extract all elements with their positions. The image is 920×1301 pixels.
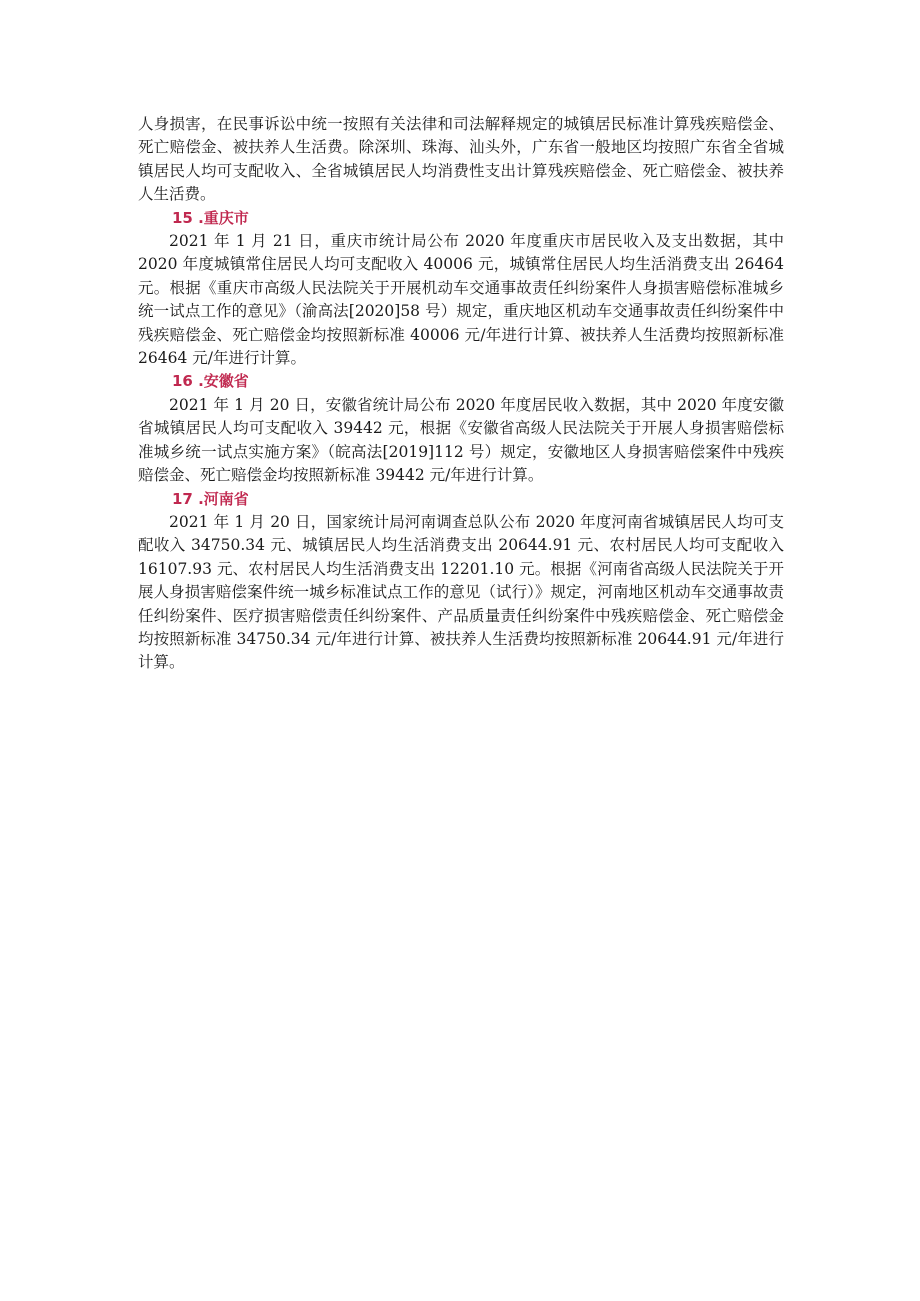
section-heading: 17 .河南省 bbox=[172, 489, 249, 508]
document-page bbox=[138, 113, 784, 675]
section-heading: 15 .重庆市 bbox=[172, 208, 249, 227]
section-henan bbox=[138, 488, 784, 675]
section-body: 2021 年 1 月 21 日，重庆市统计局公布 2020 年度重庆市居民收入及支出数据，其中 2020 年度城镇常住居民人均可支配收入 40006 元，城镇常住居民人均生活消费支出 26464 元。根据《重庆市高级人民法院关于开展机动车交通事故责任纠纷案件人身损害赔偿标准城乡统一试点工作的意见》（渝高法[2020]58 号）规定，重庆地区机动车交通事故责任纠纷案件中残疾赔偿金、死亡赔偿金均按照新标准 40006 元/年进行计算、被扶养人生活费均按照新标准 26464 元/年进行计算。 bbox=[138, 232, 784, 368]
section-chongqing bbox=[138, 207, 784, 371]
section-body: 2021 年 1 月 20 日，国家统计局河南调查总队公布 2020 年度河南省城镇居民人均可支配收入 34750.34 元、城镇居民人均生活消费支出 20644.91 元、农村居民人均可支配收入 16107.93 元、农村居民人均生活消费支出 12201.10 元。根据《河南省高级人民法院关于开展人身损害赔偿案件统一城乡标准试点工作的意见（试行）》规定，河南地区机动车交通事故责任纠纷案件、医疗损害赔偿责任纠纷案件、产品质量责任纠纷案件中残疾赔偿金、死亡赔偿金均按照新标准 34750.34 元/年进行计算、被扶养人生活费均按照新标准 20644.91 元/年进行计算。 bbox=[138, 512, 784, 672]
section-body: 2021 年 1 月 20 日，安徽省统计局公布 2020 年度居民收入数据，其中 2020 年度安徽省城镇居民人均可支配收入 39442 元，根据《安徽省高级人民法院关于开展人身损害赔偿标准城乡统一试点实施方案》（皖高法[2019]112 号）规定，安徽地区人身损害赔偿案件中残疾赔偿金、死亡赔偿金均按照新标准 39442 元/年进行计算。 bbox=[138, 395, 784, 485]
intro-paragraph: 人身损害，在民事诉讼中统一按照有关法律和司法解释规定的城镇居民标准计算残疾赔偿金、死亡赔偿金、被扶养人生活费。除深圳、珠海、汕头外，广东省一般地区均按照广东省全省城镇居民人均可支配收入、全省城镇居民人均消费性支出计算残疾赔偿金、死亡赔偿金、被扶养人生活费。 bbox=[138, 115, 784, 204]
section-anhui bbox=[138, 370, 784, 487]
section-heading: 16 .安徽省 bbox=[172, 372, 249, 391]
